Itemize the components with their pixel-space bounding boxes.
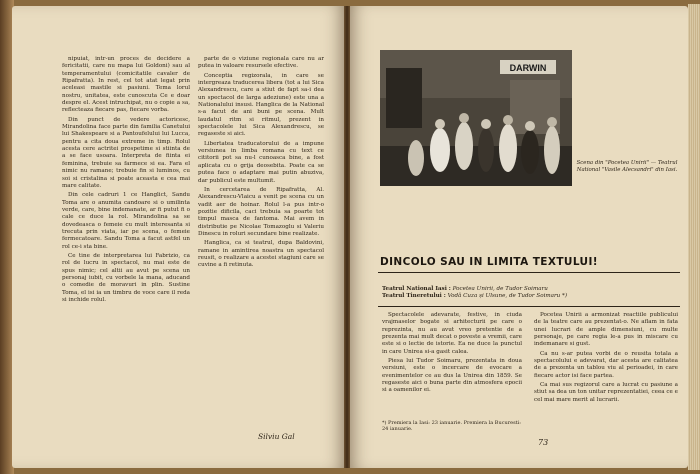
article-headline: DINCOLO SAU IN LIMITA TEXTULUI! — [380, 256, 598, 268]
page-number: 73 — [538, 438, 549, 447]
photo-caption: Scena din "Pocetea Unirii" — Teatrul National "Vasile Alecsandri" din Iasi. — [576, 160, 678, 173]
photo-sign-text: DARWIN — [509, 63, 547, 73]
paragraph: Piesa lui Tudor Soimaru, prezentata in doua versiuni, este o incercare de evocare a evenimentelor ce au dus la Unirea din 1859. Se regaseste aici o buna parte din atmosfera epocii si a oamenilor ei. — [382, 358, 522, 394]
paragraph: parte de o viziune regionala care nu ar putea in valoare resursele efective. — [198, 56, 324, 70]
paragraph: Hanglica, ca si teatrul, dupa Baldovini, ramane in amintirea noastra un spectacol reusit, o realizare a acestei stagiuni care se cuvine a fi retinuta. — [198, 240, 324, 269]
stage-photo — [380, 50, 572, 186]
stage-photo-illustration — [380, 50, 572, 186]
footnote: *) Premiera la Iasi: 23 ianuarie. Premiera la Bucuresti: 24 ianuarie. — [382, 420, 521, 433]
paragraph: Ce tine de interpretarea lui Fabrizio, ca rol de lucru in spectacol, nu mai este de spus nimic; cel altii au avut pe scena un personaj iubit, cu vorbele la mana, aducand o comedie de moravuri in plin. Sustine Toma, el isi ia un timbru de voce care il reda si inchide rolul. — [62, 252, 190, 303]
paragraph: Din cele cadruri 1 ce Hanglict, Sandu Toma are o anumita candoare si o umilinta verde, care, bine indemanate, ar fi putut fi o cale ce duce la rol. Mirandolina sa se dovedeasca o femeie cu mult interesanta si trecuta prin viata, iar pe scena, o femeie fermecatoare. Sandu Toma a facut astfel un rol ce-i sta bine. — [62, 192, 190, 250]
headline-rule — [378, 272, 680, 273]
right-column-1 — [382, 312, 522, 416]
production-credits — [382, 286, 678, 300]
paragraph: In cercetarea de Ripafratta, Al. Alexandrescu-Vlaicu a venit pe scena cu un vadit aer de hoinar. Rolul l-a pus intr-o pozitie dificila, caci trebuia sa poarte tot timpul masca de fantoma. Mai avem in distributie pe Nicolae Tomazoglu si Valeriu Dinescu in roluri secundare bine realizate. — [198, 186, 324, 237]
paragraph: Ca mai sus regizorul care a lucrat cu pasiune a stiut sa dea un ton unitar reprezentatiei, ceea ce e cel mai mare merit al lucrarii. — [534, 382, 678, 403]
credits-rule — [378, 306, 680, 307]
left-column-1 — [62, 56, 190, 434]
author-signature: Silviu Gal — [258, 432, 295, 441]
left-column-2 — [198, 56, 324, 428]
right-column-2 — [534, 312, 678, 452]
credit-line: Teatrul National Iasi : Pocetea Unirii, de Tudor Soimaru — [382, 286, 548, 292]
page-gutter — [344, 6, 350, 468]
paragraph: Spectacolele adevarate, festive, in ciuda vrajmaselor bogate si arhitecturii pe care o reprezinta, nu au avut vreo pretentie de a prezenta mai mult decat o poveste a vremii, care este si o lectie de istorie. Ea ne duce la punctul in care Unirea si-a gasit calea. — [382, 312, 522, 355]
page-edges — [688, 4, 700, 470]
paragraph: nipuiat, intr-un proces de decidere a fericitatii, care nu mapa lui Goldoni) sau al temperamentului (comicitatile cavaler de Ripafratta). In rest, cel tot atat legat prin aceleasi mastile si pasiuni. Tema lorul nostru, unitatea, este cunoscuta Ce e doar despre el. Acest intruchipat, nu o copie a sa, reflecteaza fiecare pas, fiecare vorba. — [62, 56, 190, 114]
paragraph: Libertatea traducatorului de a impune versiunea in limba romana cu text ce cititorii pot sa nu-l cunoasca bine, a fost aplicata cu o grija deosebita. Poate ca se putea face o adaptare mai putin abuziva, dar publicul este multumit. — [198, 140, 324, 184]
paragraph: Ca nu s-ar putea vorbi de o reusita totala a spectacolului e adevarat, dar acesta are calitatea de a prezenta un tablou viu al perioadei, in care fiecare actor isi face partea. — [534, 350, 678, 379]
credit-line: Teatrul Tineretului : Vodă Cuza și Ulsune, de Tudor Soimaru *) — [382, 293, 568, 300]
paragraph: Conceptia regizorala, in care se intergreaza traducerea libera (tot a lui Sica Alexandrescu, care a stiut de fapt sa-i dea un spectacol de larga adeziune) este una a Nationalului insusi. Hanglica de la National s-a facut de ani buni pe scena. Mult laudatul ritm si ritmul, prezent in spectacolele lui Sica Alexandrescu, se regaseste si aici. — [198, 72, 324, 138]
paragraph: Din punct de vedere actoricesc, Mirandolina face parte din familia Canetului lui Shakespeare si a Pantoufelului lui Lucca, pentru a cita doua extreme in timp. Rolul acesta cere actritei prospetime si stiinta de a se face usoara. Interpreta de fiinta ei feminina, trebuie sa farmece si ea. Fara el nimic nu ramane; trebuie fin si luminos, cu soi si cristalina si poate aceasta e cea mai mare calitate. — [62, 116, 190, 189]
paragraph: Pocetea Unirii a armonizat reactiile publicului de la teatre care au prezentat-o. Ne aflam in fata unei lucrari de ample dimensiuni, cu multe personaje, pe care regia le-a pus in miscare cu indemanare si gust. — [534, 312, 678, 348]
